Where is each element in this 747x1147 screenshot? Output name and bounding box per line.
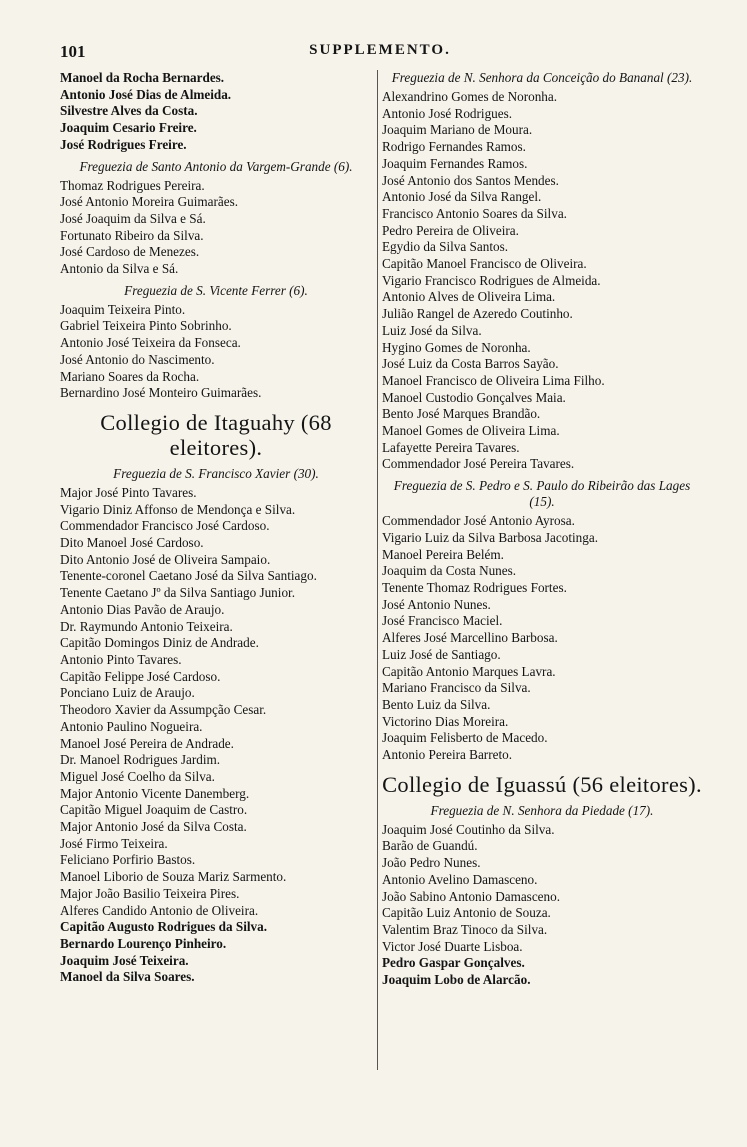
name-entry: Julião Rangel de Azeredo Coutinho. <box>382 306 573 322</box>
name-entry: Thomaz Rodrigues Pereira. <box>60 177 205 193</box>
name-entry: Antonio Dias Pavão de Araujo. <box>60 601 225 617</box>
name-entry: Rodrigo Fernandes Ramos. <box>382 139 526 155</box>
name-entry: Vigario Francisco Rodrigues de Almeida. <box>382 272 601 288</box>
name-entry: Joaquim Mariano de Moura. <box>382 122 533 138</box>
name-entry: Ponciano Luiz de Araujo. <box>60 685 195 701</box>
name-entry: Commendador José Pereira Tavares. <box>382 456 575 472</box>
name-entry: Bernardo Lourenço Pinheiro. <box>60 935 227 951</box>
college-itaguahy-heading: Collegio de Itaguahy (68 eleitores). <box>100 409 332 460</box>
parish-sao-francisco-heading: Freguezia de S. Francisco Xavier (30). <box>113 465 319 481</box>
name-entry: Joaquim Teixeira Pinto. <box>60 301 186 317</box>
santo-antonio-list <box>60 178 372 278</box>
right-column <box>377 70 702 1070</box>
name-entry: Capitão Miguel Joaquim de Castro. <box>60 802 248 818</box>
name-entry: José Antonio Moreira Guimarães. <box>60 194 238 210</box>
name-entry: José Joaquim da Silva e Sá. <box>60 210 206 226</box>
name-entry: Luiz José da Silva. <box>382 322 482 338</box>
name-entry: Egydio da Silva Santos. <box>382 239 509 255</box>
name-entry: Dr. Raymundo Antonio Teixeira. <box>60 618 233 634</box>
name-entry: Vigario Luiz da Silva Barbosa Jacotinga. <box>382 529 599 545</box>
college-iguassu-heading: Collegio de Iguassú (56 eleitores). <box>382 771 702 797</box>
name-entry: Theodoro Xavier da Assumpção Cesar. <box>60 702 267 718</box>
name-entry: Victorino Dias Moreira. <box>382 713 509 729</box>
name-entry: Antonio Avelino Damasceno. <box>382 871 538 887</box>
name-entry: Alferes Candido Antonio de Oliveira. <box>60 902 259 918</box>
name-entry: Joaquim da Costa Nunes. <box>382 563 517 579</box>
sao-pedro-list <box>382 513 702 764</box>
conceicao-list <box>382 89 702 473</box>
name-entry: Major José Pinto Tavares. <box>60 484 197 500</box>
name-entry: Pedro Pereira de Oliveira. <box>382 222 519 238</box>
name-entry: José Francisco Maciel. <box>382 613 503 629</box>
page-title: SUPPLEMENTO. <box>309 42 451 58</box>
name-entry: Major Antonio José da Silva Costa. <box>60 819 247 835</box>
name-entry: Barão de Guandú. <box>382 838 478 854</box>
name-entry: Manoel José Pereira de Andrade. <box>60 735 234 751</box>
name-entry: Feliciano Porfirio Bastos. <box>60 852 196 868</box>
name-entry: Manoel da Silva Soares. <box>60 969 195 985</box>
name-entry: Alferes José Marcellino Barbosa. <box>382 630 558 646</box>
parish-sao-vicente-heading: Freguezia de S. Vicente Ferrer (6). <box>124 282 308 298</box>
name-entry: Bernardino José Monteiro Guimarães. <box>60 385 262 401</box>
name-entry: Mariano Soares da Rocha. <box>60 368 200 384</box>
name-entry: Miguel José Coelho da Silva. <box>60 768 215 784</box>
name-entry: Antonio Pereira Barreto. <box>382 747 513 763</box>
name-entry: Tenente Caetano Jº da Silva Santiago Junior. <box>60 585 295 601</box>
name-entry: Victor José Duarte Lisboa. <box>382 938 523 954</box>
name-entry: José Antonio do Nascimento. <box>60 351 215 367</box>
name-entry: Valentim Braz Tinoco da Silva. <box>382 921 548 937</box>
name-entry: Lafayette Pereira Tavares. <box>382 439 520 455</box>
name-entry: Luiz José de Santiago. <box>382 646 501 662</box>
name-entry: Hygino Gomes de Noronha. <box>382 339 531 355</box>
name-entry: Dr. Manoel Rodrigues Jardim. <box>60 752 221 768</box>
name-entry: Antonio da Silva e Sá. <box>60 261 179 277</box>
name-entry: Capitão Luiz Antonio de Souza. <box>382 905 551 921</box>
name-entry: Mariano Francisco da Silva. <box>382 680 531 696</box>
name-entry: Manoel Francisco de Oliveira Lima Filho. <box>382 372 605 388</box>
name-entry: Antonio Paulino Nogueira. <box>60 718 203 734</box>
name-entry: Antonio José Dias de Almeida. <box>60 86 232 102</box>
name-entry: Silvestre Alves da Costa. <box>60 103 198 119</box>
name-entry: Capitão Felippe José Cardoso. <box>60 668 221 684</box>
name-entry: Vigario Diniz Affonso de Mendonça e Silva. <box>60 501 296 517</box>
name-entry: Joaquim José Teixeira. <box>60 952 189 968</box>
name-entry: José Firmo Teixeira. <box>60 835 168 851</box>
name-entry: Major Antonio Vicente Danemberg. <box>60 785 250 801</box>
name-entry: Capitão Manoel Francisco de Oliveira. <box>382 256 587 272</box>
name-entry: Major João Basilio Teixeira Pires. <box>60 885 240 901</box>
piedade-list <box>382 822 702 989</box>
page-number: 101 <box>60 42 86 61</box>
name-entry: Fortunato Ribeiro da Silva. <box>60 227 204 243</box>
name-entry: Joaquim Fernandes Ramos. <box>382 155 528 171</box>
parish-santo-antonio-heading: Freguezia de Santo Antonio da Vargem-Grande (6). <box>79 158 353 174</box>
name-entry: José Antonio dos Santos Mendes. <box>382 172 559 188</box>
name-entry: Alexandrino Gomes de Noronha. <box>382 89 558 104</box>
name-entry: Antonio José Teixeira da Fonseca. <box>60 335 241 351</box>
name-entry: Joaquim Lobo de Alarcão. <box>382 972 531 988</box>
page-header <box>60 42 700 64</box>
name-entry: João Sabino Antonio Damasceno. <box>382 888 561 904</box>
name-entry: Commendador José Antonio Ayrosa. <box>382 513 575 529</box>
name-entry: Joaquim Felisberto de Macedo. <box>382 730 548 746</box>
name-entry: Dito Manoel José Cardoso. <box>60 535 204 551</box>
name-entry: Commendador Francisco José Cardoso. <box>60 518 270 534</box>
name-entry: Francisco Antonio Soares da Silva. <box>382 205 567 221</box>
sao-vicente-list <box>60 302 372 402</box>
name-entry: Bento Luiz da Silva. <box>382 696 491 712</box>
left-column <box>60 70 372 986</box>
name-entry: Tenente-coronel Caetano José da Silva Santiago. <box>60 568 317 584</box>
parish-sao-pedro-heading: Freguezia de S. Pedro e S. Paulo do Ribeirão das Lages (15). <box>393 478 691 510</box>
name-entry: Antonio José da Silva Rangel. <box>382 189 542 205</box>
name-entry: Bento José Marques Brandão. <box>382 406 541 422</box>
name-entry: Antonio Alves de Oliveira Lima. <box>382 289 556 305</box>
name-entry: Manoel Gomes de Oliveira Lima. <box>382 423 560 439</box>
name-entry: Capitão Augusto Rodrigues da Silva. <box>60 919 268 935</box>
name-entry: Gabriel Teixeira Pinto Sobrinho. <box>60 318 232 334</box>
name-entry: Capitão Antonio Marques Lavra. <box>382 663 556 679</box>
name-entry: Antonio José Rodrigues. <box>382 105 513 121</box>
name-entry: Joaquim Cesario Freire. <box>60 120 197 136</box>
parish-piedade-heading: Freguezia de N. Senhora da Piedade (17). <box>430 802 654 818</box>
sao-francisco-list <box>60 485 372 986</box>
name-entry: José Antonio Nunes. <box>382 596 491 612</box>
name-entry: Pedro Gaspar Gonçalves. <box>382 955 525 971</box>
name-entry: Antonio Pinto Tavares. <box>60 651 182 667</box>
name-entry: Joaquim José Coutinho da Silva. <box>382 821 555 837</box>
name-entry: Manoel da Rocha Bernardes. <box>60 70 225 85</box>
parish-conceicao-heading: Freguezia de N. Senhora da Conceição do Bananal (23). <box>391 70 693 85</box>
name-entry: Manoel Pereira Belém. <box>382 546 504 562</box>
name-entry: Manoel Liborio de Souza Mariz Sarmento. <box>60 869 287 885</box>
name-entry: José Luiz da Costa Barros Sayão. <box>382 356 559 372</box>
name-entry: João Pedro Nunes. <box>382 855 481 871</box>
name-entry: Manoel Custodio Gonçalves Maia. <box>382 389 566 405</box>
name-entry: Dito Antonio José de Oliveira Sampaio. <box>60 551 271 567</box>
name-entry: José Cardoso de Menezes. <box>60 244 200 260</box>
name-entry: Capitão Domingos Diniz de Andrade. <box>60 635 259 651</box>
top-names-list <box>60 70 372 154</box>
name-entry: José Rodrigues Freire. <box>60 136 187 152</box>
name-entry: Tenente Thomaz Rodrigues Fortes. <box>382 579 567 595</box>
